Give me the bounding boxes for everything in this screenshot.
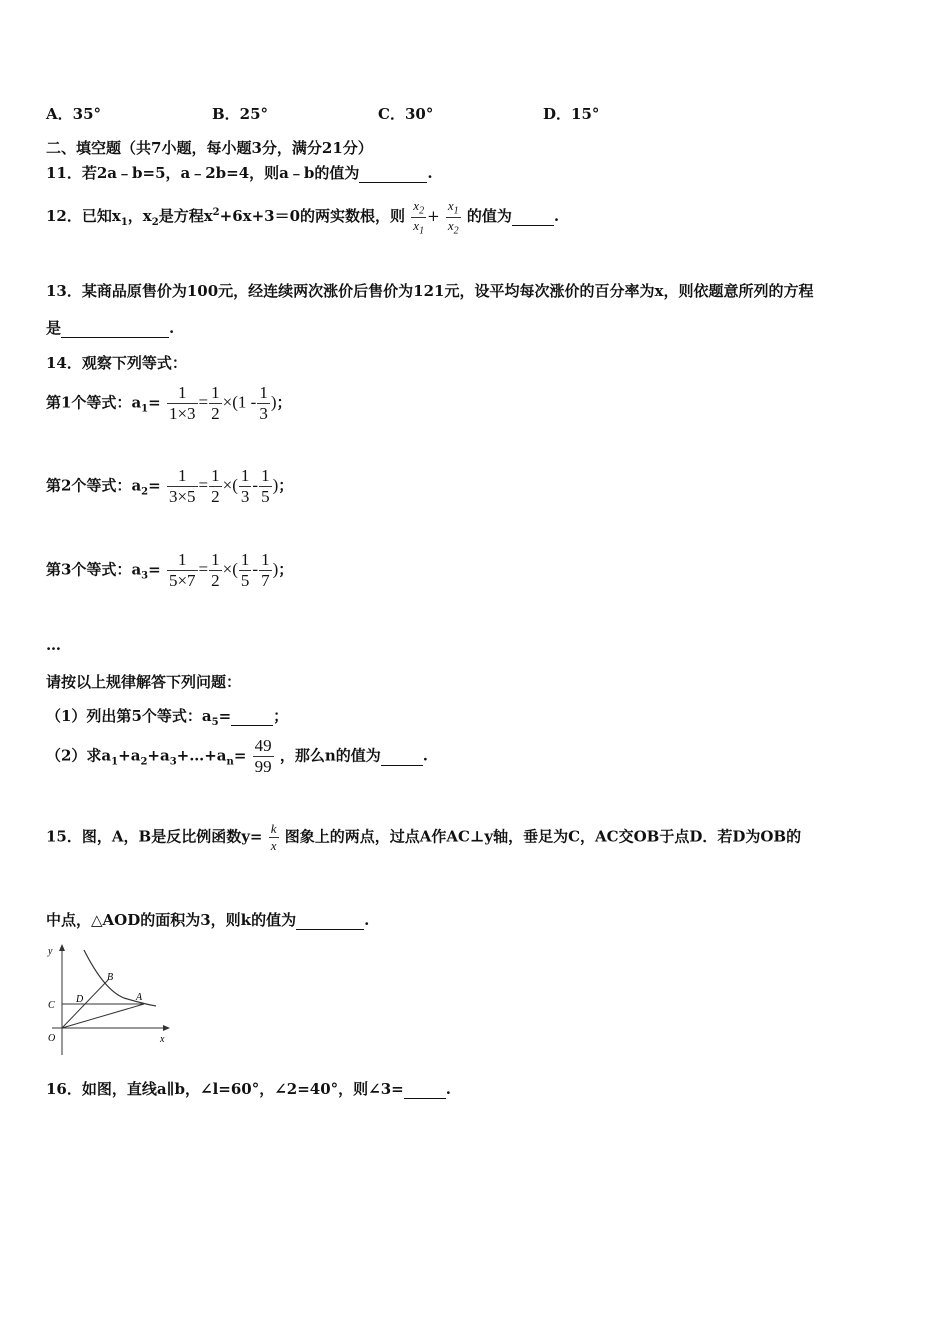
eq2-sub: 2 xyxy=(141,486,149,498)
eq2-half-fraction xyxy=(209,466,222,507)
q15-prefix: 15．图，A，B是反比例函数y= xyxy=(46,827,263,846)
part2-fraction xyxy=(253,736,274,777)
eq2-close: ) xyxy=(272,475,279,495)
part2-s3: 3 xyxy=(169,756,177,768)
eq2-lhs-fraction xyxy=(167,466,198,507)
answer-blank-14-1 xyxy=(231,707,273,726)
answer-blank-16 xyxy=(404,1080,446,1099)
c-label: C xyxy=(48,1000,55,1011)
q13-end: . xyxy=(169,319,175,337)
q12-plus: + xyxy=(427,207,440,226)
q12-f2-den: x xyxy=(447,217,454,233)
d-label: D xyxy=(76,994,84,1005)
eq1-lhs-fraction xyxy=(167,383,198,424)
q12-f2-num-sub: 1 xyxy=(453,205,459,217)
part2-num: 49 xyxy=(254,736,272,755)
eq3-close: ) xyxy=(272,559,279,579)
answer-blank-11 xyxy=(359,164,427,183)
answer-blank-13 xyxy=(61,319,169,338)
q12-f1-den: x xyxy=(413,217,420,233)
answer-blank-15 xyxy=(296,911,364,930)
part1-prefix: （1）列出第5个等式：a xyxy=(46,707,212,725)
q15-end: . xyxy=(364,911,370,929)
eq2-eq: = xyxy=(148,476,161,495)
equation-3 xyxy=(46,550,293,591)
eq3-half-den: 2 xyxy=(211,571,220,590)
q15-k-num: k xyxy=(270,821,277,836)
eq1-sub: 1 xyxy=(141,403,149,415)
eq1-semi: ； xyxy=(276,393,292,412)
question-11-text: 11．若2a﹣b=5，a﹣2b=4，则a﹣b的值为 xyxy=(46,164,360,182)
eq1-half-num: 1 xyxy=(211,383,220,402)
eq2-label: 第2个等式：a xyxy=(46,476,142,495)
part2-p2: +a xyxy=(147,746,170,765)
eq2-r-num: 1 xyxy=(261,466,270,485)
eq2-times: ×( xyxy=(222,475,238,495)
eq2-p-den: 3 xyxy=(240,487,250,506)
question-12 xyxy=(46,198,559,236)
eq1-half-fraction xyxy=(209,383,222,424)
eq2-r-fraction xyxy=(259,466,272,507)
eq3-r-den: 7 xyxy=(261,571,270,590)
question-16 xyxy=(46,1078,451,1099)
eq1-r-num: 1 xyxy=(259,383,268,402)
fraction-x2-over-x1 xyxy=(411,198,426,236)
eq3-half-num: 1 xyxy=(211,550,220,569)
eq1-r-fraction xyxy=(257,383,270,424)
part2-prefix: （2）求a xyxy=(46,746,112,765)
q15-rest: 图象上的两点，过点A作AC⊥y轴，垂足为C，AC交OB于点D．若D为OB的 xyxy=(284,827,802,846)
eq2-lhs-num: 1 xyxy=(178,466,187,485)
q12-sub2: 2 xyxy=(151,217,159,229)
section-title: 二、填空题（共7小题，每小题3分，满分21分） xyxy=(46,139,373,157)
o-label: O xyxy=(48,1033,56,1044)
eq1-close: ) xyxy=(270,392,277,412)
eq1-times: ×(1 - xyxy=(222,392,257,412)
option-a: A．35° xyxy=(46,105,102,123)
equation-1 xyxy=(46,383,292,424)
q12-f2-num: x xyxy=(447,198,454,213)
q16-end: . xyxy=(445,1080,451,1098)
eq2-semi: ； xyxy=(278,476,294,495)
part-1 xyxy=(46,705,288,728)
q12-f1-den-sub: 1 xyxy=(419,225,425,237)
part1-eq: = xyxy=(218,707,232,725)
k-over-x-fraction xyxy=(269,821,279,854)
eq2-mid: = xyxy=(198,475,209,495)
eq3-semi: ； xyxy=(278,560,294,579)
eq3-lhs-fraction xyxy=(167,550,198,591)
q15-k-den: x xyxy=(270,838,277,853)
q12-suffix: 的值为 xyxy=(466,207,512,226)
part2-s2: 2 xyxy=(140,756,148,768)
part2-end: . xyxy=(422,746,429,765)
instruction: 请按以上规律解答下列问题： xyxy=(46,673,242,691)
eq2-r-den: 5 xyxy=(261,487,270,506)
eq3-minus: - xyxy=(252,559,259,579)
part2-sn: n xyxy=(226,756,234,768)
question-15-line2 xyxy=(46,909,369,930)
inverse-function-figure xyxy=(44,940,174,1058)
eq1-r-den: 3 xyxy=(259,404,268,423)
question-11 xyxy=(46,162,433,183)
part2-p1: +a xyxy=(118,746,141,765)
question-13-line1: 13．某商品原售价为100元，经连续两次涨价后售价为121元，设平均每次涨价的百分率为x，则依题意所列的方程 xyxy=(46,282,814,300)
part1-sub: 5 xyxy=(211,717,219,728)
eq3-r-num: 1 xyxy=(261,550,270,569)
eq2-p-num: 1 xyxy=(240,466,250,485)
q12-rest: +6x+3＝0的两实数根，则 xyxy=(219,207,406,226)
eq1-mid: = xyxy=(198,392,209,412)
eq3-eq: = xyxy=(148,560,161,579)
eq3-mid: = xyxy=(198,559,209,579)
eq1-half-den: 2 xyxy=(211,404,220,423)
part-2 xyxy=(46,736,428,777)
q12-end: . xyxy=(553,207,560,226)
part2-s1: 1 xyxy=(111,756,119,768)
part1-end: ； xyxy=(273,707,289,725)
question-11-end: . xyxy=(427,164,433,182)
question-13-line2 xyxy=(46,317,174,338)
answer-blank-14-2 xyxy=(381,747,423,766)
eq2-p-fraction xyxy=(239,466,252,507)
question-14-title: 14．观察下列等式： xyxy=(46,354,187,372)
q12-f1-num: x xyxy=(413,198,420,213)
eq3-p-den: 5 xyxy=(240,571,250,590)
eq3-p-fraction xyxy=(239,550,252,591)
eq3-times: ×( xyxy=(222,559,238,579)
eq2-half-den: 2 xyxy=(211,487,220,506)
q16-text: 16．如图，直线a∥b，∠l=60°，∠2=40°，则∠3= xyxy=(46,1080,404,1098)
eq3-sub: 3 xyxy=(141,570,149,582)
question-15-line1 xyxy=(46,821,801,854)
eq3-r-fraction xyxy=(259,550,272,591)
equation-2 xyxy=(46,466,293,507)
eq3-lhs-den: 5×7 xyxy=(168,571,196,590)
option-b: B．25° xyxy=(212,105,269,123)
eq3-p-num: 1 xyxy=(240,550,250,569)
eq3-label: 第3个等式：a xyxy=(46,560,142,579)
q12-f1-num-sub: 2 xyxy=(419,205,425,217)
eq3-half-fraction xyxy=(209,550,222,591)
eq2-half-num: 1 xyxy=(211,466,220,485)
part2-den: 99 xyxy=(254,757,272,776)
eq3-lhs-num: 1 xyxy=(178,550,187,569)
q12-sub1: 1 xyxy=(120,217,128,229)
eq1-lhs-num: 1 xyxy=(178,383,187,402)
option-d: D．15° xyxy=(543,105,600,123)
x-label: x xyxy=(160,1034,165,1045)
q15-line2-text: 中点，△AOD的面积为3，则k的值为 xyxy=(46,911,297,929)
q12-sup: 2 xyxy=(212,207,220,219)
q13-line2-text: 是 xyxy=(46,319,62,337)
eq1-label: 第1个等式：a xyxy=(46,393,142,412)
part2-rest: ，那么n的值为 xyxy=(279,746,381,765)
a-label: A xyxy=(136,992,143,1003)
answer-blank-12 xyxy=(512,207,554,226)
q12-sep: ，x xyxy=(127,207,152,226)
y-label: y xyxy=(48,946,53,957)
q12-f2-den-sub: 2 xyxy=(453,225,459,237)
eq1-lhs-den: 1×3 xyxy=(168,404,196,423)
ellipsis: … xyxy=(46,636,61,654)
b-label: B xyxy=(107,972,114,983)
eq2-lhs-den: 3×5 xyxy=(168,487,196,506)
eq1-eq: = xyxy=(148,393,161,412)
q12-prefix: 12．已知x xyxy=(46,207,121,226)
eq2-minus: - xyxy=(252,475,259,495)
fraction-x1-over-x2 xyxy=(446,198,461,236)
option-c: C．30° xyxy=(378,105,434,123)
part2-eq: = xyxy=(233,746,247,765)
q12-middle: 是方程x xyxy=(158,207,213,226)
part2-p3: +…+a xyxy=(176,746,227,765)
